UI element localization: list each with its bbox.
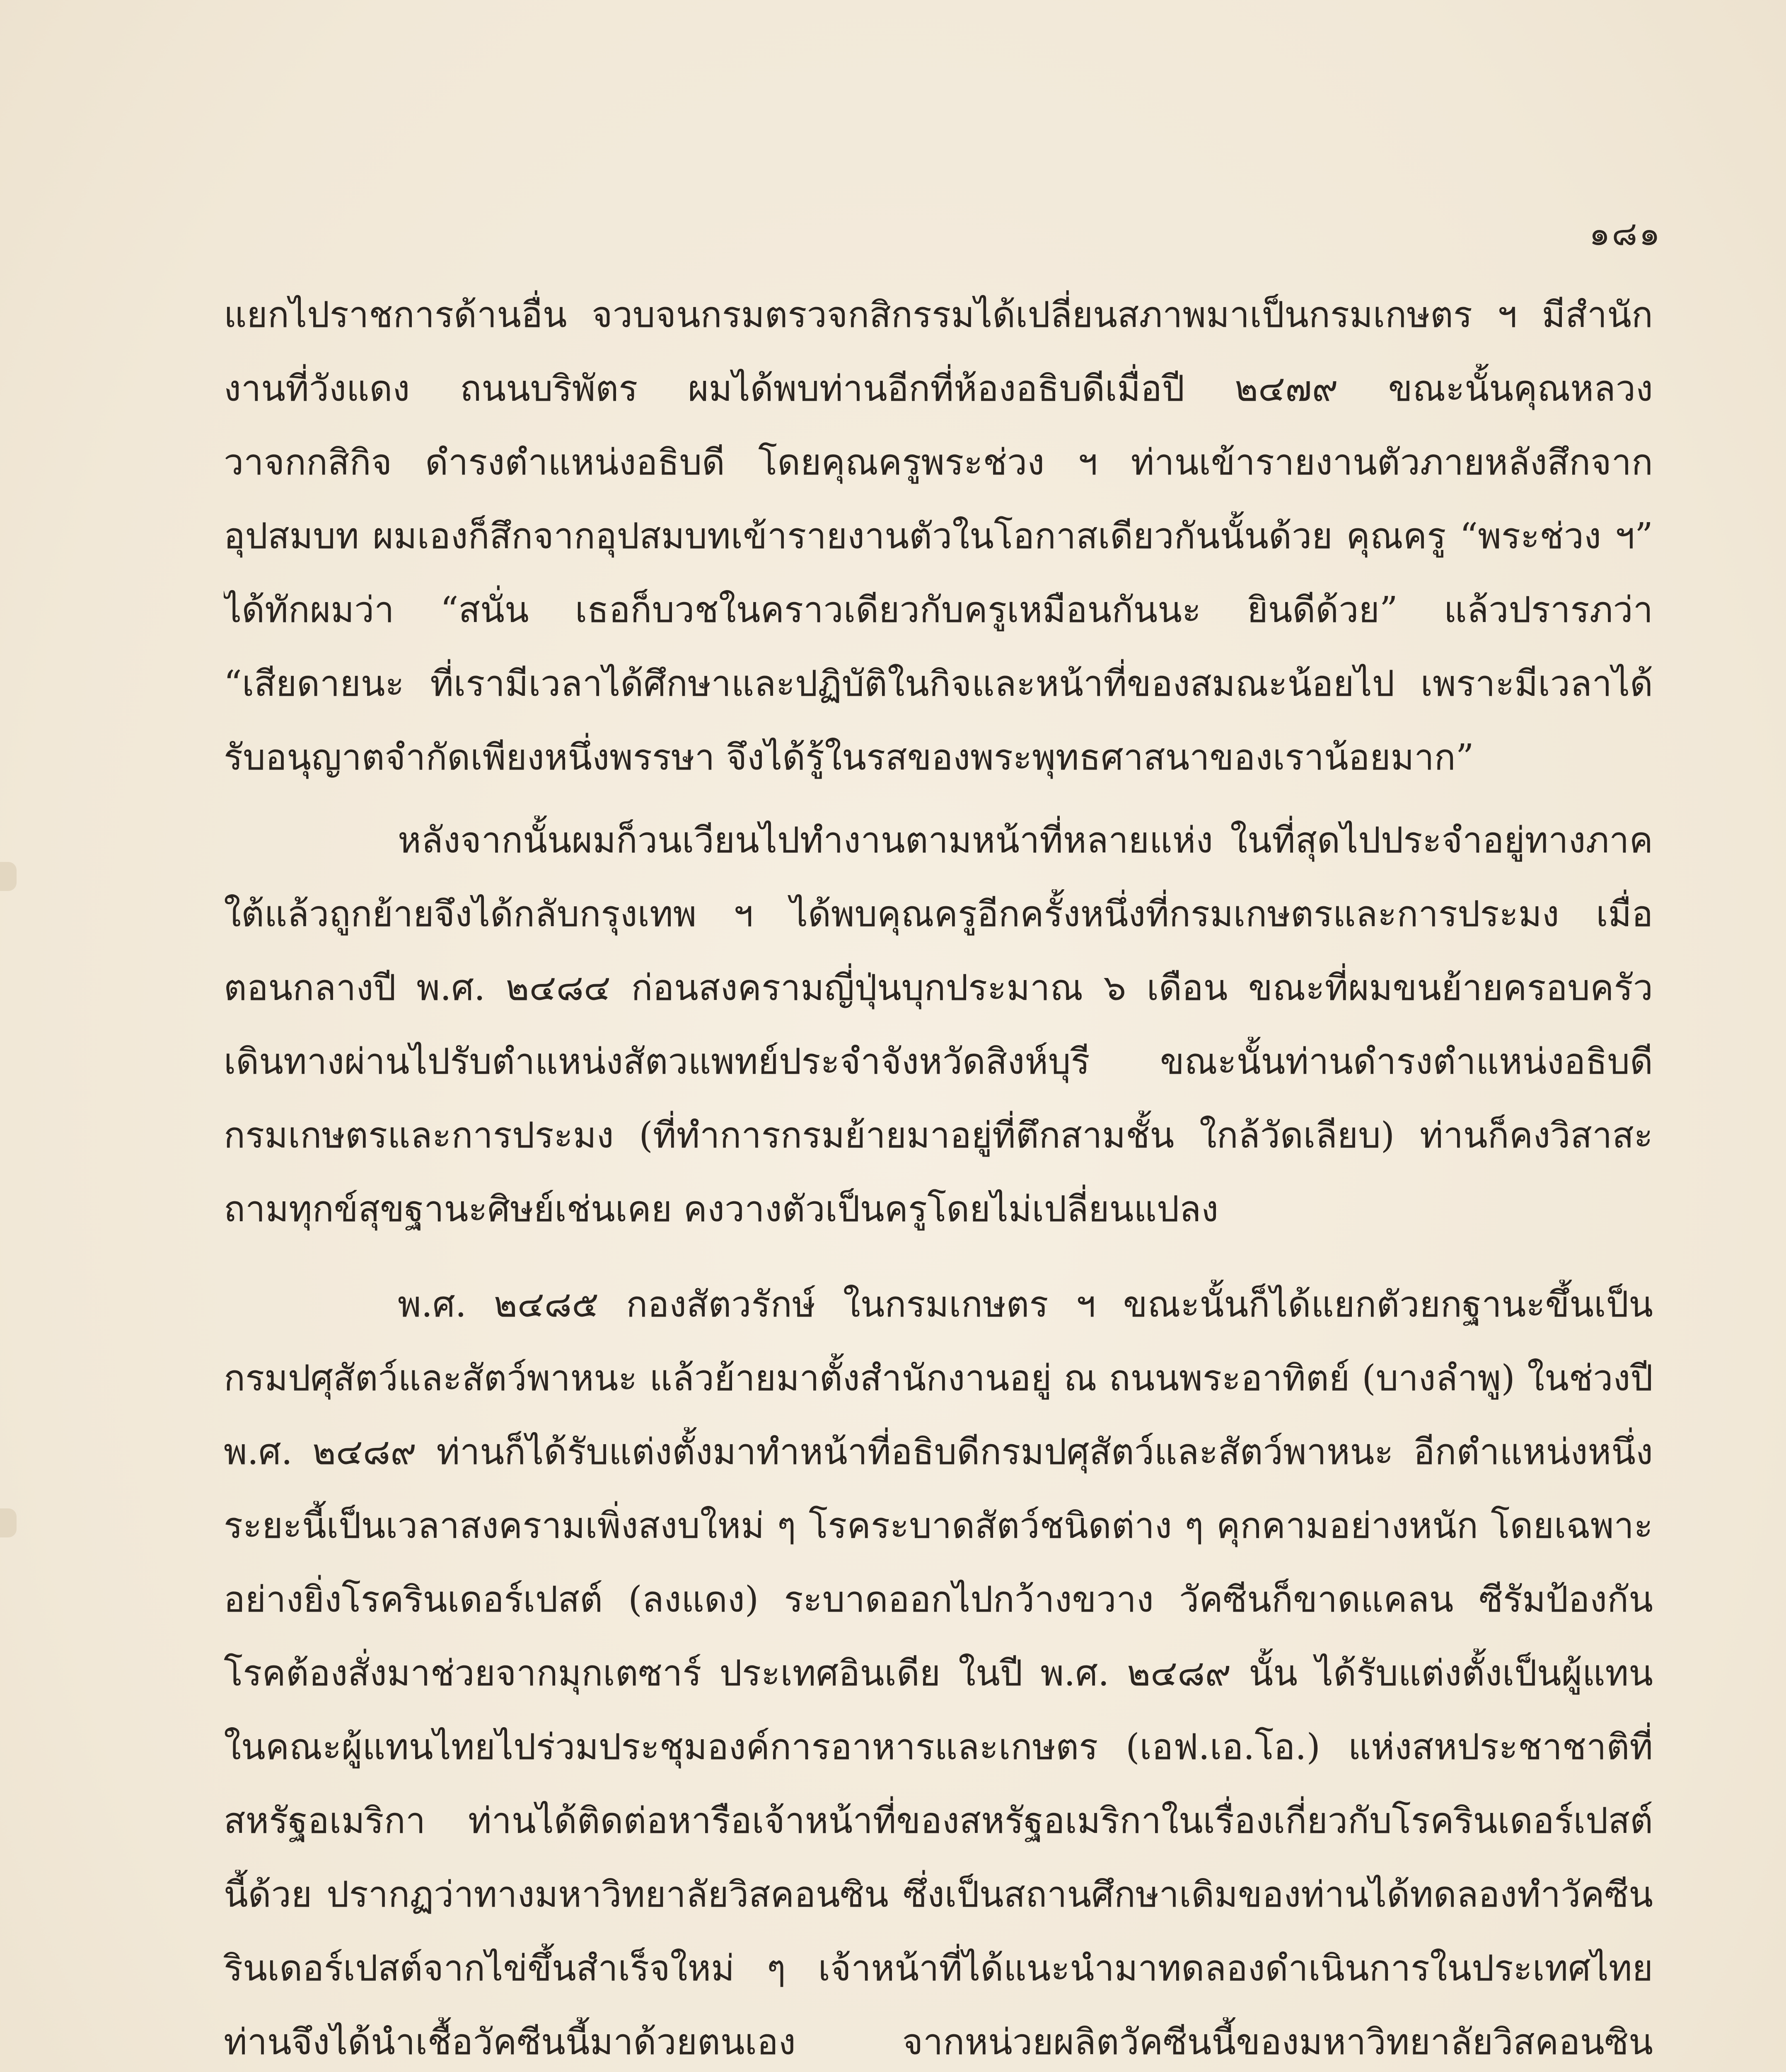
page-edge-mark — [0, 1508, 17, 1537]
text-line: ท่านจึงได้นำเชื้อวัคซีนนี้มาด้วยตนเอง จากหน่วยผลิตวัคซีนนี้ของมหาวิทยาลัยวิสคอนซิน — [224, 2021, 1653, 2063]
text-line: อย่างยิ่งโรครินเดอร์เปสต์ (ลงแดง) ระบาดออกไปกว้างขวาง วัคซีนก็ขาดแคลน ซีรัมป้องกัน — [224, 1579, 1653, 1620]
text-line: ในคณะผู้แทนไทยไปร่วมประชุมองค์การอาหารและเกษตร (เอฟ.เอ.โอ.) แห่งสหประชาชาติที่ — [224, 1726, 1653, 1768]
text-line: สหรัฐอเมริกา ท่านได้ติดต่อหารือเจ้าหน้าที่ของสหรัฐอเมริกาในเรื่องเกี่ยวกับโรครินเดอร์เปสต์ — [224, 1800, 1653, 1842]
text-line: ถามทุกข์สุขฐานะศิษย์เช่นเคย คงวางตัวเป็นครูโดยไม่เปลี่ยนแปลง — [224, 1188, 1219, 1230]
text-line: ใต้แล้วถูกย้ายจึงได้กลับกรุงเทพ ฯ ได้พบคุณครูอีกครั้งหนึ่งที่กรมเกษตรและการประมง เมื่อ — [224, 893, 1653, 935]
text-line: เดินทางผ่านไปรับตำแหน่งสัตวแพทย์ประจำจังหวัดสิงห์บุรี ขณะนั้นท่านดำรงตำแหน่งอธิบดี — [224, 1041, 1653, 1082]
text-line: ได้ทักผมว่า “สนั่น เธอก็บวชในคราวเดียวกับครูเหมือนกันนะ ยินดีด้วย” แล้วปรารภว่า — [224, 589, 1653, 631]
text-line: อุปสมบท ผมเองก็สึกจากอุปสมบทเข้ารายงานตัวในโอกาสเดียวกันนั้นด้วย คุณครู “พระช่วง ฯ” — [224, 516, 1653, 557]
text-line: พ.ศ. ๒๔๘๙ ท่านก็ได้รับแต่งตั้งมาทำหน้าที่อธิบดีกรมปศุสัตว์และสัตว์พาหนะ อีกตำแหน่งหนึ่ง — [224, 1431, 1653, 1473]
text-line: โรคต้องสั่งมาช่วยจากมุกเตซาร์ ประเทศอินเดีย ในปี พ.ศ. ๒๔๘๙ นั้น ได้รับแต่งตั้งเป็นผู้แทน — [224, 1653, 1653, 1694]
page-number: ๑๘๑ — [1589, 214, 1662, 253]
text-line: “เสียดายนะ ที่เรามีเวลาได้ศึกษาและปฏิบัติในกิจและหน้าที่ของสมณะน้อยไป เพราะมีเวลาได้ — [224, 663, 1653, 704]
text-line: ระยะนี้เป็นเวลาสงครามเพิ่งสงบใหม่ ๆ โรคระบาดสัตว์ชนิดต่าง ๆ คุกคามอย่างหนัก โดยเฉพาะ — [224, 1505, 1653, 1547]
text-line: รับอนุญาตจำกัดเพียงหนึ่งพรรษา จึงได้รู้ในรสของพระพุทธศาสนาของเราน้อยมาก” — [224, 737, 1474, 778]
text-line: ตอนกลางปี พ.ศ. ๒๔๘๔ ก่อนสงครามญี่ปุ่นบุกประมาณ ๖ เดือน ขณะที่ผมขนย้ายครอบครัว — [224, 967, 1653, 1009]
text-line: นี้ด้วย ปรากฏว่าทางมหาวิทยาลัยวิสคอนซิน ซึ่งเป็นสถานศึกษาเดิมของท่านได้ทดลองทำวัคซีน — [224, 1874, 1653, 1915]
text-line: แยกไปราชการด้านอื่น จวบจนกรมตรวจกสิกรรมได้เปลี่ยนสภาพมาเป็นกรมเกษตร ฯ มีสำนัก — [224, 294, 1653, 336]
text-line: กรมปศุสัตว์และสัตว์พาหนะ แล้วย้ายมาตั้งสำนักงานอยู่ ณ ถนนพระอาทิตย์ (บางลำพู) ในช่วงปี — [224, 1358, 1653, 1399]
text-line: วาจกกสิกิจ ดำรงตำแหน่งอธิบดี โดยคุณครูพระช่วง ฯ ท่านเข้ารายงานตัวภายหลังสึกจาก — [224, 442, 1653, 483]
text-line: พ.ศ. ๒๔๘๕ กองสัตวรักษ์ ในกรมเกษตร ฯ ขณะนั้นก็ได้แยกตัวยกฐานะขึ้นเป็น — [398, 1284, 1653, 1325]
text-line: หลังจากนั้นผมก็วนเวียนไปทำงานตามหน้าที่หลายแห่ง ในที่สุดไปประจำอยู่ทางภาค — [398, 820, 1653, 861]
text-line: กรมเกษตรและการประมง (ที่ทำการกรมย้ายมาอยู่ที่ตึกสามชั้น ใกล้วัดเลียบ) ท่านก็คงวิสาสะ — [224, 1115, 1653, 1156]
text-line: งานที่วังแดง ถนนบริพัตร ผมได้พบท่านอีกที่ห้องอธิบดีเมื่อปี ๒๔๗๙ ขณะนั้นคุณหลวง — [224, 368, 1653, 409]
text-line: รินเดอร์เปสต์จากไข่ขึ้นสำเร็จใหม่ ๆ เจ้าหน้าที่ได้แนะนำมาทดลองดำเนินการในประเทศไทย — [224, 1948, 1653, 1989]
page-edge-mark — [0, 862, 17, 891]
